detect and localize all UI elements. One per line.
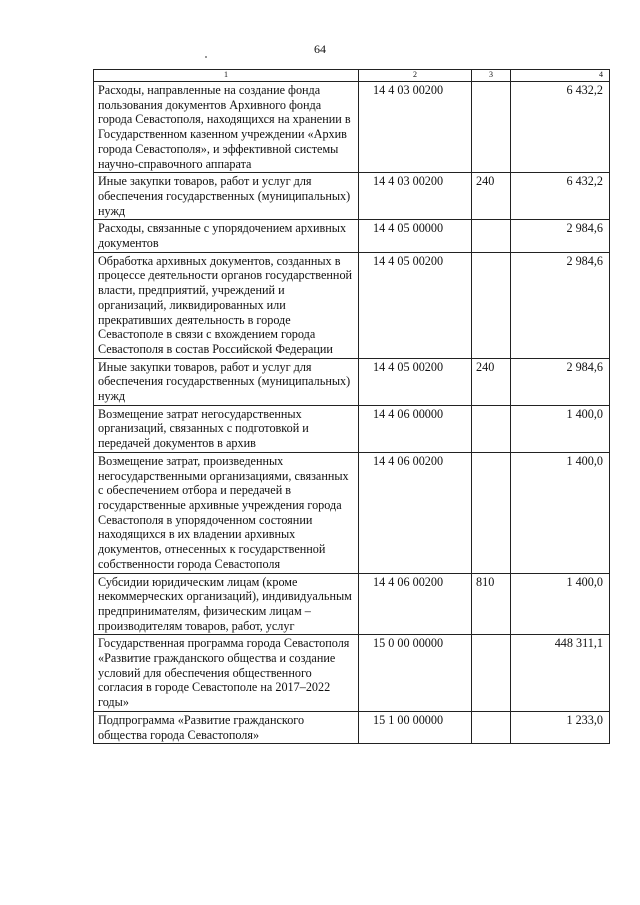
target-code: 14 4 06 00200 bbox=[359, 452, 472, 573]
table-row bbox=[94, 452, 610, 573]
item-name: Возмещение затрат негосударственных организаций, связанных с подготовкой и передачей документов в архив bbox=[94, 405, 359, 452]
table-row bbox=[94, 405, 610, 452]
amount: 6 432,2 bbox=[511, 173, 610, 220]
target-code: 14 4 06 00000 bbox=[359, 405, 472, 452]
target-code: 14 4 03 00200 bbox=[359, 173, 472, 220]
target-code: 14 4 03 00200 bbox=[359, 82, 472, 173]
expense-type bbox=[472, 635, 511, 712]
expense-type bbox=[472, 452, 511, 573]
expense-type bbox=[472, 82, 511, 173]
column-header-2: 2 bbox=[359, 70, 472, 82]
table-row bbox=[94, 220, 610, 252]
amount: 6 432,2 bbox=[511, 82, 610, 173]
table-row bbox=[94, 711, 610, 743]
scan-speck bbox=[205, 56, 207, 58]
expense-type: 240 bbox=[472, 358, 511, 405]
item-name: Обработка архивных документов, созданных в процессе деятельности органов государственной власти, предприятий, учреждений и организаций, ликвидированных или прекративших деятельность в городе Севастополе в связи с вхождением города Севастополя в состав Российской Федерации bbox=[94, 252, 359, 358]
item-name: Субсидии юридическим лицам (кроме некоммерческих организаций), индивидуальным предпринимателям, физическим лицам – производителям товаров, работ, услуг bbox=[94, 573, 359, 635]
amount: 1 400,0 bbox=[511, 405, 610, 452]
table-row bbox=[94, 358, 610, 405]
item-name: Подпрограмма «Развитие гражданского общества города Севастополя» bbox=[94, 711, 359, 743]
table-row bbox=[94, 635, 610, 712]
expense-type: 240 bbox=[472, 173, 511, 220]
target-code: 14 4 06 00200 bbox=[359, 573, 472, 635]
expense-type: 810 bbox=[472, 573, 511, 635]
target-code: 15 0 00 00000 bbox=[359, 635, 472, 712]
target-code: 14 4 05 00000 bbox=[359, 220, 472, 252]
column-header-1: 1 bbox=[94, 70, 359, 82]
expense-type bbox=[472, 252, 511, 358]
table-row bbox=[94, 82, 610, 173]
table-header-row bbox=[94, 70, 610, 82]
table-row bbox=[94, 573, 610, 635]
amount: 2 984,6 bbox=[511, 358, 610, 405]
budget-table bbox=[93, 69, 610, 744]
item-name: Государственная программа города Севастополя «Развитие гражданского общества и создание условий для обеспечения общественного согласия в городе Севастополе на 2017–2022 годы» bbox=[94, 635, 359, 712]
expense-type bbox=[472, 220, 511, 252]
expense-type bbox=[472, 711, 511, 743]
item-name: Расходы, связанные с упорядочением архивных документов bbox=[94, 220, 359, 252]
page-number: 64 bbox=[314, 42, 326, 56]
target-code: 15 1 00 00000 bbox=[359, 711, 472, 743]
item-name: Иные закупки товаров, работ и услуг для обеспечения государственных (муниципальных) нужд bbox=[94, 173, 359, 220]
table-row bbox=[94, 173, 610, 220]
amount: 2 984,6 bbox=[511, 220, 610, 252]
table-row bbox=[94, 252, 610, 358]
expense-type bbox=[472, 405, 511, 452]
amount: 1 400,0 bbox=[511, 452, 610, 573]
target-code: 14 4 05 00200 bbox=[359, 252, 472, 358]
column-header-4: 4 bbox=[511, 70, 610, 82]
item-name: Возмещение затрат, произведенных негосударственными организациями, связанных с обеспечением отбора и передачей в государственные архивные учреждения города Севастополя в упорядоченном состоянии находящихся в их владении архивных документов, отнесенных к государственной собственности города Севастополя bbox=[94, 452, 359, 573]
amount: 1 233,0 bbox=[511, 711, 610, 743]
amount: 1 400,0 bbox=[511, 573, 610, 635]
column-header-3: 3 bbox=[472, 70, 511, 82]
amount: 2 984,6 bbox=[511, 252, 610, 358]
item-name: Расходы, направленные на создание фонда пользования документов Архивного фонда города Севастополя, находящихся на хранении в Государственном казенном учреждении «Архив города Севастополя», и эффективной системы научно-справочного аппарата bbox=[94, 82, 359, 173]
amount: 448 311,1 bbox=[511, 635, 610, 712]
item-name: Иные закупки товаров, работ и услуг для обеспечения государственных (муниципальных) нужд bbox=[94, 358, 359, 405]
target-code: 14 4 05 00200 bbox=[359, 358, 472, 405]
